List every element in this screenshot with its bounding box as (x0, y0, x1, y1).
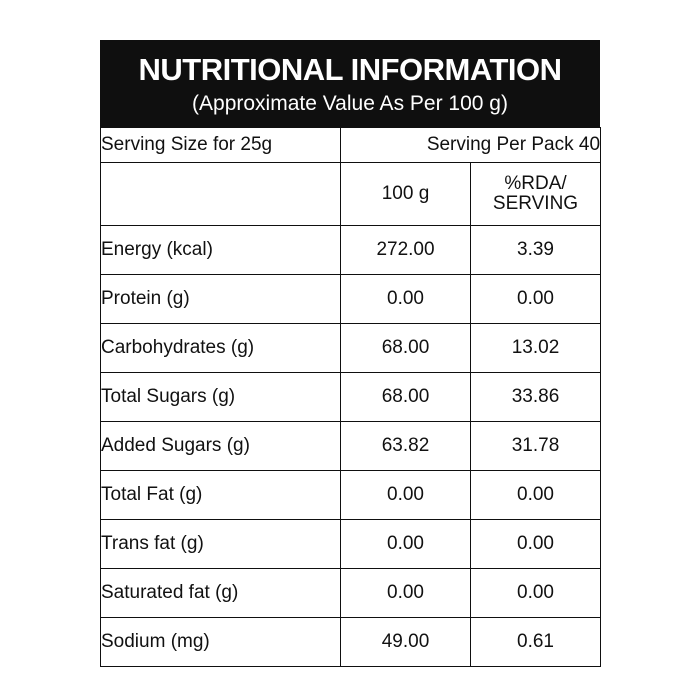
nutrient-per-100g: 0.00 (341, 274, 471, 323)
nutrient-label: Total Sugars (g) (101, 372, 341, 421)
nutrient-rda: 33.86 (471, 372, 601, 421)
nutrient-per-100g: 0.00 (341, 470, 471, 519)
table-row (101, 421, 601, 470)
table-row (101, 323, 601, 372)
nutrient-label: Carbohydrates (g) (101, 323, 341, 372)
nutrient-label: Protein (g) (101, 274, 341, 323)
column-header-blank (101, 162, 341, 225)
table-row (101, 617, 601, 666)
nutrient-per-100g: 63.82 (341, 421, 471, 470)
table-row (101, 274, 601, 323)
nutrition-title: NUTRITIONAL INFORMATION (138, 52, 562, 87)
nutrition-subtitle: (Approximate Value As Per 100 g) (192, 91, 508, 115)
column-header-per-100g: 100 g (341, 162, 471, 225)
nutrient-label: Sodium (mg) (101, 617, 341, 666)
table-row (101, 519, 601, 568)
nutrition-table (100, 127, 601, 667)
nutrient-per-100g: 272.00 (341, 225, 471, 274)
column-header-row (101, 162, 601, 225)
column-header-rda (471, 162, 601, 225)
nutrient-rda: 0.00 (471, 568, 601, 617)
nutrient-per-100g: 0.00 (341, 519, 471, 568)
nutrient-rda: 13.02 (471, 323, 601, 372)
nutrient-per-100g: 49.00 (341, 617, 471, 666)
table-row (101, 470, 601, 519)
table-row (101, 568, 601, 617)
column-header-rda-line1: %RDA/ (504, 172, 567, 194)
serving-size-label: Serving Size for 25g (101, 127, 341, 162)
nutrient-label: Total Fat (g) (101, 470, 341, 519)
nutrient-rda: 31.78 (471, 421, 601, 470)
table-row (101, 372, 601, 421)
nutrient-rda: 0.00 (471, 470, 601, 519)
nutrient-label: Saturated fat (g) (101, 568, 341, 617)
nutrient-rda: 3.39 (471, 225, 601, 274)
nutrient-label: Added Sugars (g) (101, 421, 341, 470)
serving-row (101, 127, 601, 162)
nutrient-rda: 0.61 (471, 617, 601, 666)
column-header-rda-line2: SERVING (492, 192, 579, 214)
table-row (101, 225, 601, 274)
nutrient-rda: 0.00 (471, 274, 601, 323)
nutrient-label: Trans fat (g) (101, 519, 341, 568)
nutrient-per-100g: 68.00 (341, 323, 471, 372)
nutrient-per-100g: 0.00 (341, 568, 471, 617)
nutrient-per-100g: 68.00 (341, 372, 471, 421)
nutrition-header (100, 40, 600, 127)
serving-per-pack-label: Serving Per Pack 40 (341, 127, 601, 162)
nutrient-rda: 0.00 (471, 519, 601, 568)
nutrient-label: Energy (kcal) (101, 225, 341, 274)
nutrition-panel (100, 40, 600, 667)
